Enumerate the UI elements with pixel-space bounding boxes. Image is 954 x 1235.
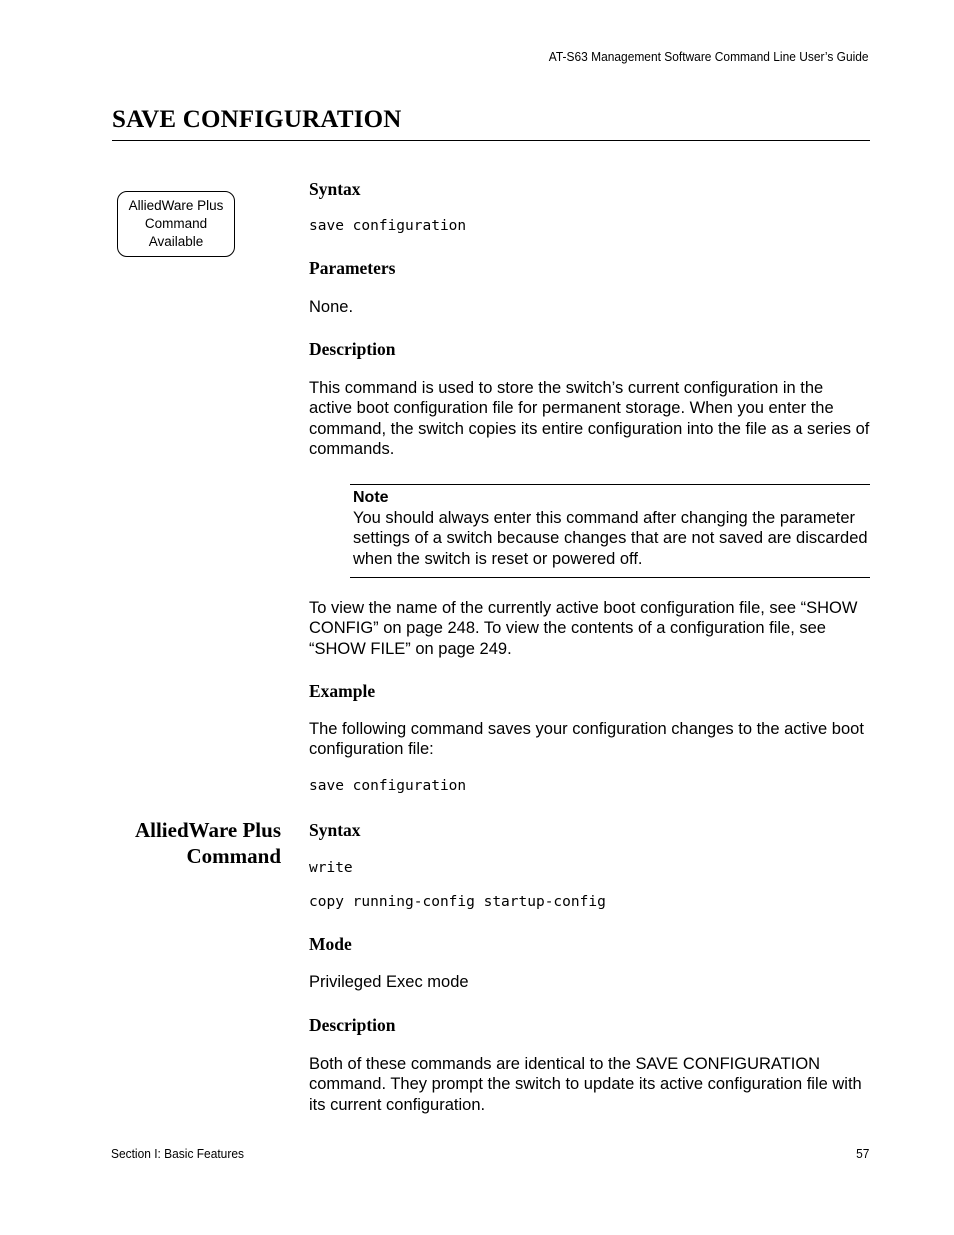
footer-section-label: Section I: Basic Features (111, 1146, 244, 1161)
side-heading-line-1: AlliedWare Plus (134, 818, 281, 842)
example-heading: Example (309, 681, 376, 701)
footer-page-number: 57 (855, 1146, 869, 1161)
description-text: This command is used to store the switch’s current configuration in the active boot configuration file for permanent storage. When you enter the command, the switch copies its entire configuration into the file as a series of commands. (309, 379, 870, 458)
awplus-badge (117, 191, 235, 257)
mode-heading: Mode (309, 934, 352, 954)
mode-text: Privileged Exec mode (309, 973, 469, 991)
badge-line-1: AlliedWare Plus (128, 198, 224, 213)
note-box (350, 484, 870, 578)
running-header: AT-S63 Management Software Command Line User’s Guide (549, 49, 869, 64)
title-rule (112, 140, 870, 141)
page-title: SAVE CONFIGURATION (112, 106, 402, 133)
description-heading: Description (309, 339, 396, 359)
view-config-text: To view the name of the currently active boot configuration file, see “SHOW CONFIG” on page 248. To view the contents of a configuration file, see “SHOW FILE” on page 249. (309, 599, 858, 658)
awplus-side-heading (135, 817, 281, 869)
syntax-code: save configuration (309, 218, 467, 234)
badge-line-2: Command (144, 216, 208, 231)
note-label: Note (353, 489, 389, 506)
side-heading-line-2: Command (186, 844, 281, 868)
example-code: save configuration (309, 778, 467, 794)
badge-line-3: Available (148, 234, 204, 249)
awplus-description-text: Both of these commands are identical to the SAVE CONFIGURATION command. They prompt the switch to update its active configuration file with its current configuration. (309, 1055, 862, 1114)
awplus-syntax-heading: Syntax (309, 820, 361, 840)
syntax-heading: Syntax (309, 179, 361, 199)
awplus-description-heading: Description (309, 1015, 396, 1035)
parameters-text: None. (309, 298, 354, 316)
example-text: The following command saves your configuration changes to the active boot configuration file: (309, 720, 864, 759)
awplus-code-write: write (309, 860, 353, 876)
parameters-heading: Parameters (309, 258, 396, 278)
awplus-code-copy: copy running-config startup-config (309, 894, 606, 910)
note-text: You should always enter this command after changing the parameter settings of a switch because changes that are not saved are discarded when the switch is reset or powered off. (353, 509, 868, 568)
